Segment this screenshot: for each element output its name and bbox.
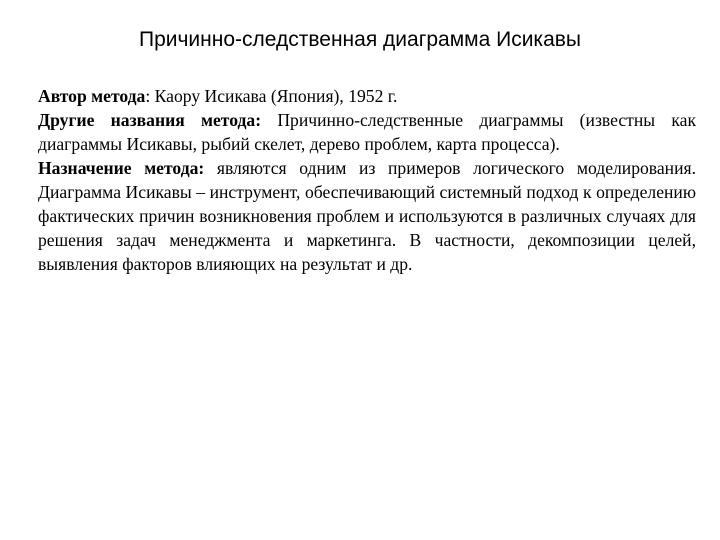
slide-title: Причинно-следственная диаграмма Исикавы [138,28,582,51]
other-names-label: Другие названия метода: [38,110,262,130]
other-names-text: Причинно-следственные диаграммы (известны как диаграммы Исикавы, рыбий скелет, дерево проблем, карта процесса). [38,110,696,154]
paragraph-other-names [38,108,696,156]
purpose-label: Назначение метода: [38,158,205,178]
slide-body [38,84,696,276]
author-separator: : [145,86,155,106]
purpose-separator [204,158,217,178]
paragraph-purpose [38,156,696,276]
other-names-separator [261,110,277,130]
author-text: Каору Исикава (Япония), 1952 г. [154,86,398,106]
purpose-text: являются одним из примеров логического моделирования. Диаграмма Исикавы – инструмент, обеспечивающий системный подход к определению фактических причин возникновения проблем и используются в различных случаях для решения задач менеджмента и маркетинга. В частности, декомпозиции целей, выявления факторов влияющих на результат и др. [38,158,696,274]
paragraph-author [38,84,696,108]
author-label: Автор метода [38,86,146,106]
